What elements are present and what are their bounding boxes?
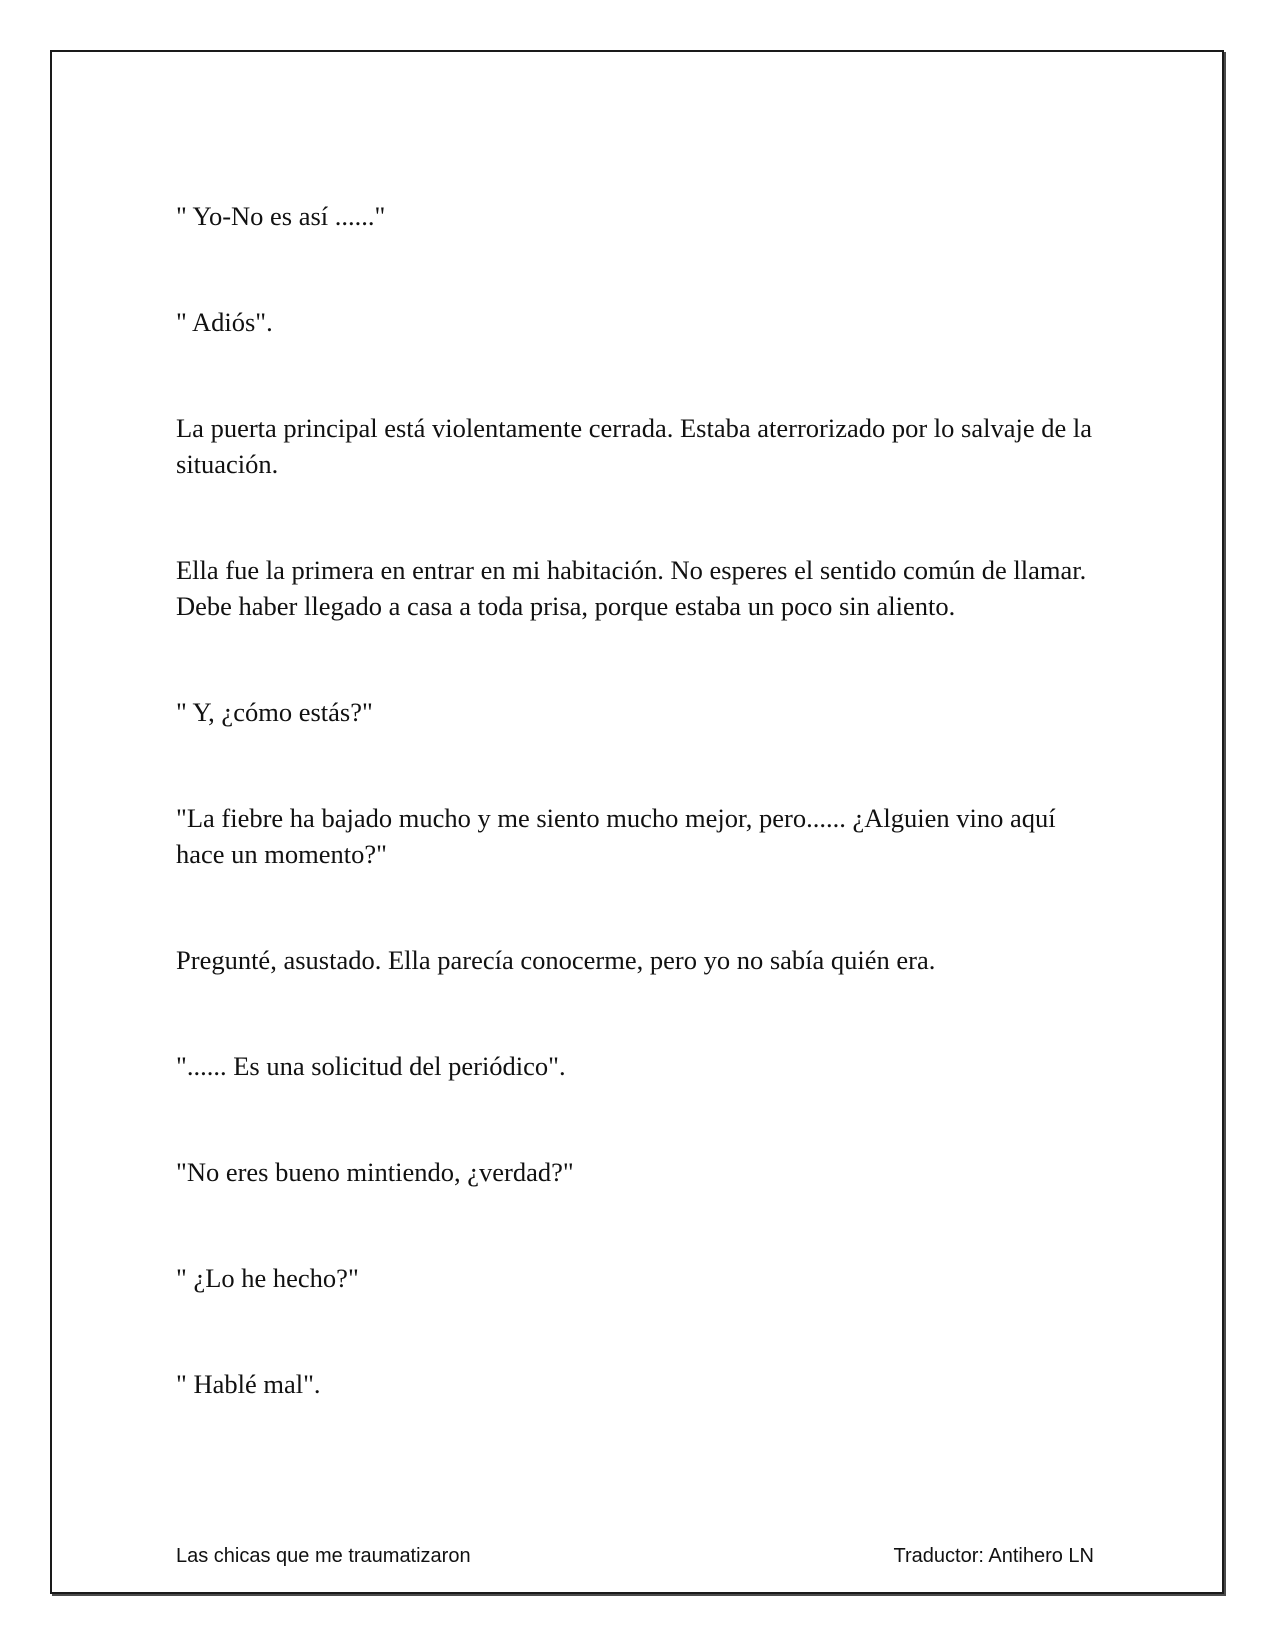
paragraph-11: " Hablé mal".: [176, 1369, 321, 1399]
paragraph-9: "No eres bueno mintiendo, ¿verdad?": [176, 1157, 574, 1187]
paragraph-6: "La fiebre ha bajado mucho y me siento mucho mejor, pero...... ¿Alguien vino aquí hace un momento?": [176, 803, 1056, 869]
document-body: [176, 198, 1106, 1472]
paragraph-1: " Yo-No es así ......": [176, 201, 386, 231]
paragraph-2: " Adiós".: [176, 307, 273, 337]
paragraph-4: Ella fue la primera en entrar en mi habitación. No esperes el sentido común de llamar. Debe haber llegado a casa a toda prisa, porque estaba un poco sin aliento.: [176, 555, 1087, 621]
paragraph-5: " Y, ¿cómo estás?": [176, 697, 373, 727]
paragraph-3: La puerta principal está violentamente cerrada. Estaba aterrorizado por lo salvaje de la situación.: [176, 413, 1093, 479]
footer-title: Las chicas que me traumatizaron: [176, 1545, 471, 1567]
paragraph-8: "...... Es una solicitud del periódico".: [176, 1051, 566, 1081]
paragraph-10: " ¿Lo he hecho?": [176, 1263, 359, 1293]
footer-translator: Traductor: Antihero LN: [893, 1545, 1094, 1567]
paragraph-7: Pregunté, asustado. Ella parecía conocerme, pero yo no sabía quién era.: [176, 945, 936, 975]
